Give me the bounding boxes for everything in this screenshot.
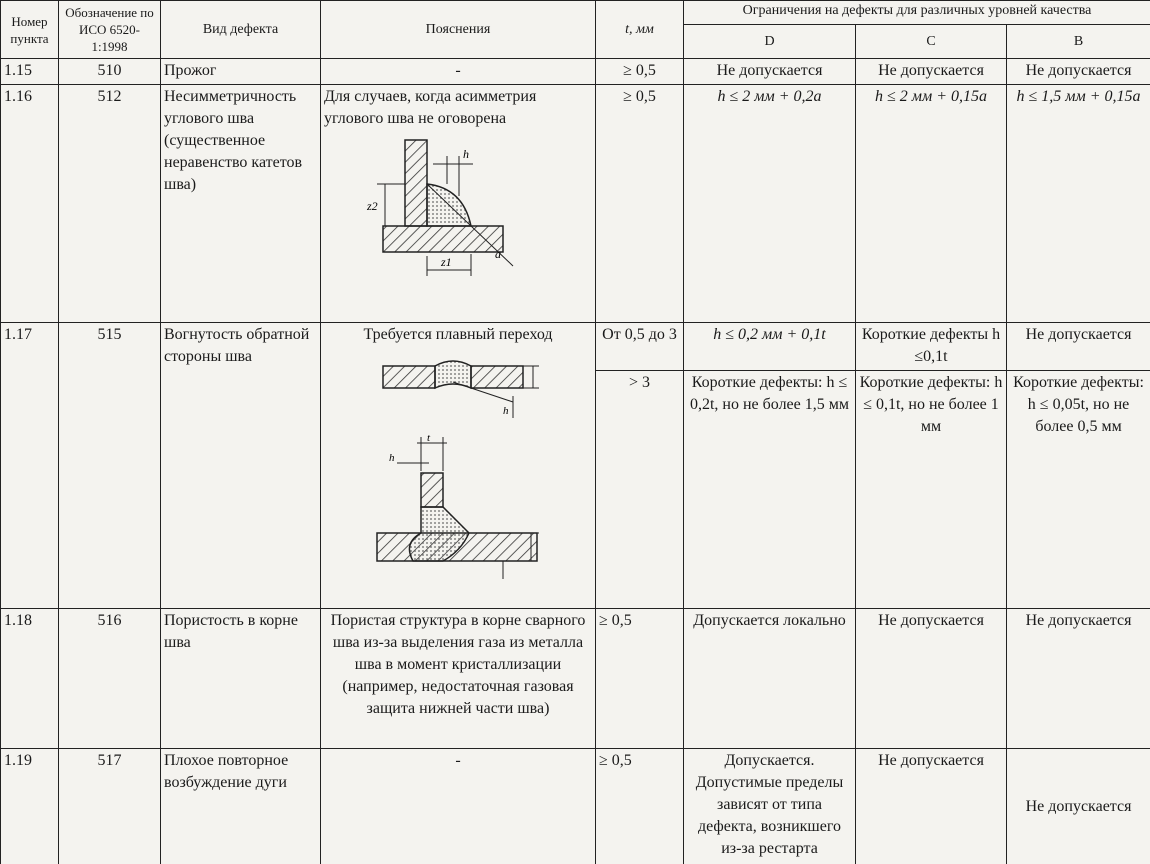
fig-label-h: h: [463, 147, 469, 161]
row-level-b: h ≤ 1,5 мм + 0,15a: [1007, 85, 1150, 323]
header-defect: Вид дефекта: [161, 1, 321, 59]
row-level-d: h ≤ 2 мм + 0,2a: [684, 85, 856, 323]
row-num: 1.15: [1, 59, 59, 85]
fig-label-h: h: [503, 405, 509, 417]
row-level-d: Не допускается: [684, 59, 856, 85]
table-row: [1, 749, 1150, 864]
fig-label-z1: z1: [441, 255, 452, 269]
row-level-b: Короткие дефекты: h ≤ 0,05t, но не более 0,5 мм: [1007, 371, 1150, 609]
header-explanation: Пояснения: [321, 1, 596, 59]
row-iso: 512: [59, 85, 161, 323]
explanation-text: Требуется плавный переход: [363, 326, 553, 343]
fillet-weld-asymmetry-figure: [363, 136, 553, 286]
row-num: 1.19: [1, 749, 59, 864]
row-iso: 517: [59, 749, 161, 864]
row-num: 1.16: [1, 85, 59, 323]
fig-label-t: t: [427, 433, 431, 444]
explanation-text: Для случаев, когда асимметрия углового шва не оговорена: [324, 88, 537, 127]
row-num: 1.18: [1, 609, 59, 749]
row-explanation: [321, 323, 596, 609]
header-limits: Ограничения на дефекты для различных уровней качества: [684, 1, 1150, 25]
fig-label-h2: h: [389, 452, 395, 464]
row-explanation: [321, 85, 596, 323]
row-level-d: Допускается. Допустимые пределы зависят от типа дефекта, возникшего из-за рестарта: [684, 749, 856, 864]
header-level-b: B: [1007, 25, 1150, 59]
table-row: [1, 323, 1150, 371]
row-level-b: Не допускается: [1007, 323, 1150, 371]
header-iso: Обозначение по ИСО 6520-1:1998: [59, 1, 161, 59]
row-thickness: ≥ 0,5: [596, 85, 684, 323]
row-level-b: Не допускается: [1007, 59, 1150, 85]
row-explanation: -: [321, 749, 596, 864]
row-defect: Пористость в корне шва: [161, 609, 321, 749]
row-level-c: h ≤ 2 мм + 0,15a: [856, 85, 1007, 323]
row-defect: Плохое повторное возбуждение дуги: [161, 749, 321, 864]
fig-label-a: a: [495, 247, 501, 261]
row-iso: 510: [59, 59, 161, 85]
row-level-b: Не допускается: [1007, 749, 1150, 864]
table-row: [1, 59, 1150, 85]
row-level-c: Короткие дефекты h ≤0,1t: [856, 323, 1007, 371]
row-thickness: ≥ 0,5: [596, 749, 684, 864]
table-row: [1, 609, 1150, 749]
row-iso: 515: [59, 323, 161, 609]
row-level-d: Короткие дефекты: h ≤ 0,2t, но не более 1,5 мм: [684, 371, 856, 609]
row-thickness: > 3: [596, 371, 684, 609]
header-level-c: C: [856, 25, 1007, 59]
row-thickness: От 0,5 до 3: [596, 323, 684, 371]
row-level-c: Короткие дефекты: h ≤ 0,1t, но не более 1 мм: [856, 371, 1007, 609]
header-level-d: D: [684, 25, 856, 59]
row-explanation: -: [321, 59, 596, 85]
row-defect: Вогнутость обратной стороны шва: [161, 323, 321, 609]
row-explanation: Пористая структура в корне сварного шва из-за выделения газа из металла шва в момент кристаллизации (например, недостаточная газовая защита нижней части шва): [321, 609, 596, 749]
row-level-d: h ≤ 0,2 мм + 0,1t: [684, 323, 856, 371]
row-defect: Несимметричность углового шва (существенное неравенство катетов шва): [161, 85, 321, 323]
tee-weld-root-concavity-figure: [373, 433, 543, 583]
row-level-b: Не допускается: [1007, 609, 1150, 749]
butt-weld-root-concavity-figure: [373, 352, 543, 427]
row-thickness: ≥ 0,5: [596, 609, 684, 749]
row-thickness: ≥ 0,5: [596, 59, 684, 85]
fig-label-z2: z2: [367, 199, 378, 213]
row-level-c: Не допускается: [856, 59, 1007, 85]
row-defect: Прожог: [161, 59, 321, 85]
row-level-d: Допускается локально: [684, 609, 856, 749]
row-level-c: Не допускается: [856, 749, 1007, 864]
row-level-c: Не допускается: [856, 609, 1007, 749]
table-row: [1, 85, 1150, 323]
header-num: Номер пункта: [1, 1, 59, 59]
row-iso: 516: [59, 609, 161, 749]
header-thickness: t, мм: [596, 1, 684, 59]
row-num: 1.17: [1, 323, 59, 609]
